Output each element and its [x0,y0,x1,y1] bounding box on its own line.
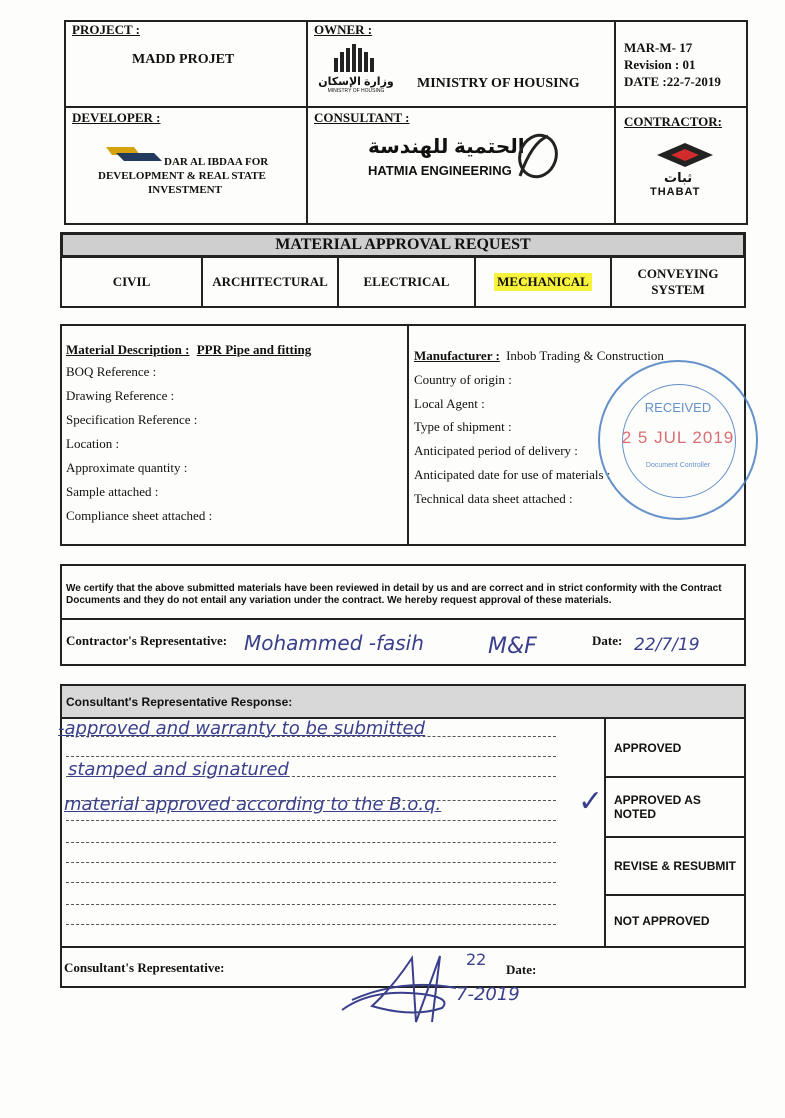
ministry-logo-english: MINISTRY OF HOUSING [327,88,385,94]
compliance-sheet-attached: Compliance sheet attached : [66,508,213,523]
response-line [66,904,556,905]
revision: Revision : 01 [624,57,696,72]
doc-date: DATE :22-7-2019 [624,74,721,89]
status-revise-resubmit: REVISE & RESUBMIT [614,859,737,873]
material-description-label: Material Description : PPR Pipe and fitting [66,342,312,357]
doc-number: MAR-M- 17 [624,40,693,55]
form-title: MATERIAL APPROVAL REQUEST [275,236,531,253]
response-handwriting-1: -approved and warranty to be submitted [58,718,426,739]
hatmia-logo-icon [512,132,560,184]
certification-divider [60,618,746,620]
dar-al-ibdaa-logo-icon [106,145,162,163]
consultant-rep-label: Consultant's Representative: [64,960,225,975]
project-label: PROJECT : [72,22,141,37]
consultant-arabic: الحتمية للهندسة [368,136,525,158]
thabat-logo-icon [655,143,715,169]
status-approved: APPROVED [614,740,682,755]
contractor-name: THABAT [650,186,701,198]
manufacturer-value: Inbob Trading & Construction [506,348,664,363]
received-stamp-role: Document Controller [645,462,711,469]
contractor-date-value: 22/7/19 [634,635,700,655]
category-label: CIVIL [112,274,151,289]
form-title-bar [60,232,746,258]
contractor-rep-initials: M&F [488,634,537,659]
country-of-origin: Country of origin : [414,372,512,387]
manufacturer [414,348,664,364]
header-divider [306,20,308,225]
category-civil [62,258,201,306]
contractor-rep-label: Contractor's Representative: [66,633,228,648]
status-not-approved: NOT APPROVED [614,914,710,928]
certification-text: We certify that the above submitted materials have been reviewed in detail by us and are correct and in strict conformity with the Contract Documents and they do not entail any variation under the contract. We hereby request approval of these materials. [66,583,722,606]
anticipated-date-of-use: Anticipated date for use of materials : [414,467,611,482]
category-architectural [203,258,337,306]
received-stamp [598,360,758,520]
local-agent: Local Agent : [414,396,485,411]
type-of-shipment: Type of shipment : [414,419,512,434]
drawing-reference: Drawing Reference : [66,388,175,403]
response-line [66,820,556,821]
technical-data-sheet: Technical data sheet attached : [414,491,573,506]
category-label: ARCHITECTURAL [212,274,328,289]
contractor-arabic: ثبات [664,170,693,185]
owner-name: MINISTRY OF HOUSING [417,76,580,91]
consultant-label: CONSULTANT : [314,110,410,125]
consultant-date-handwritten-2: 7-2019 [456,984,520,1005]
category-electrical [339,258,474,306]
category-label: ELECTRICAL [363,274,450,289]
boq-reference: BOQ Reference : [66,364,157,379]
response-line [66,842,556,843]
received-stamp-date: 2 5 JUL 2019 [621,428,735,447]
contractor-rep-signature: Mohammed -fasih [244,631,424,655]
developer-name-line2: DEVELOPMENT & REAL STATE [98,170,266,182]
project-name: MADD PROJET [132,52,235,67]
material-divider [407,324,409,546]
category-conveying-system [612,258,744,306]
response-line [66,756,556,757]
developer-label: DEVELOPER : [72,110,161,125]
response-line [66,862,556,863]
material-description-value: PPR Pipe and fitting [196,342,312,357]
contractor-label: CONTRACTOR: [624,114,722,129]
consultant-signature-icon [332,948,462,1028]
sample-attached: Sample attached : [66,484,159,499]
response-line [66,924,556,925]
header-divider [614,20,616,225]
category-label-selected: MECHANICAL [494,273,592,291]
manufacturer-label: Manufacturer : [414,348,500,363]
response-line [66,882,556,883]
response-handwriting-3: material approved according to the B.o.q. [64,794,442,815]
consultant-date-handwritten-1: 22 [466,950,487,969]
ministry-logo-arabic: وزارة الإسكان [318,76,394,88]
building-icon [310,44,402,72]
category-label: CONVEYING SYSTEM [637,266,719,297]
response-header: Consultant's Representative Response: [66,695,293,709]
consultant-name: HATMIA ENGINEERING [368,163,512,178]
approval-checkmark-icon: ✓ [578,784,604,819]
location: Location : [66,436,120,451]
category-mechanical [476,258,610,306]
received-stamp-text: RECEIVED [644,400,712,415]
owner-label: OWNER : [314,22,373,37]
approximate-quantity: Approximate quantity : [66,460,188,475]
contractor-date-label: Date: [592,633,623,648]
specification-reference: Specification Reference : [66,412,198,427]
response-handwriting-2: stamped and signatured [68,759,289,780]
status-approved-as-noted: APPROVED AS NOTED [614,793,701,821]
header-divider [64,106,748,108]
delivery-period: Anticipated period of delivery : [414,443,578,458]
developer-name-line3: INVESTMENT [148,184,222,196]
developer-name-line1: DAR AL IBDAA FOR [164,156,269,168]
ministry-logo [310,44,402,94]
consultant-date-label: Date: [506,962,537,977]
